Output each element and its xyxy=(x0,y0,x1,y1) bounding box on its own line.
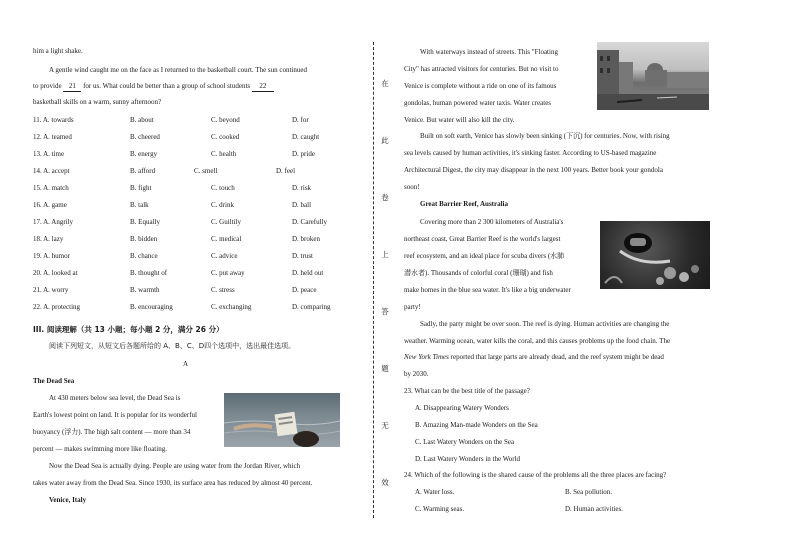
cloze-option-d[interactable]: D. pride xyxy=(292,150,315,158)
cloze-option-a[interactable]: 17. A. Angrily xyxy=(33,218,74,226)
paragraph-line: A gentle wind caught me on the face as I returned to the basketball court. The sun continued xyxy=(49,66,308,74)
cloze-option-c[interactable]: C. Guiltily xyxy=(211,218,241,226)
section-instruction: 阅读下列短文，从短文后各题所给的 A、B、C、D四个选项中，选出最佳选项。 xyxy=(49,342,296,350)
paragraph-line: sea levels caused by human activities, it's sinking faster. According to US-based magazine xyxy=(404,149,657,157)
cloze-option-c[interactable]: C. advice xyxy=(211,252,238,260)
dead-sea-photo xyxy=(224,393,340,447)
cloze-option-a[interactable]: 11. A. towards xyxy=(33,116,74,124)
cloze-option-d[interactable]: D. trust xyxy=(292,252,313,260)
paragraph-line: Built on soft earth, Venice has slowly been sinking (下沉) for centuries. Now, with rising xyxy=(420,132,670,140)
q24-option-d[interactable]: D. Human activities. xyxy=(565,505,623,513)
cloze-option-a[interactable]: 20. A. looked at xyxy=(33,269,78,277)
cloze-option-b[interactable]: B. bidden xyxy=(130,235,158,243)
paragraph-line: Architectural Digest, the city may disappear in the next 100 years. Better book your gondola xyxy=(404,166,663,174)
paragraph-line: percent — makes swimming more like floating. xyxy=(33,445,167,453)
paragraph-line: gondolas, human powered water taxis. Water creates xyxy=(404,99,552,107)
cloze-option-b[interactable]: B. energy xyxy=(130,150,158,158)
cloze-option-b[interactable]: B. encouraging xyxy=(130,303,173,311)
paragraph-line: by 2030. xyxy=(404,370,429,378)
cloze-option-b[interactable]: B. fight xyxy=(130,184,152,192)
paragraph-line: 潜水者). Thousands of colorful coral (珊瑚) and fish xyxy=(404,269,553,277)
seal-char: 此 xyxy=(381,136,389,145)
paragraph-line: reef ecosystem, and an ideal place for scuba divers (水肺 xyxy=(404,252,565,260)
cloze-option-d[interactable]: D. risk xyxy=(292,184,312,192)
blank-22[interactable]: 22 xyxy=(252,82,274,92)
paragraph-line: weather. Warming ocean, water kills the coral, and this causes problems up the food chain. The xyxy=(404,337,671,345)
cloze-option-a[interactable]: 18. A. lazy xyxy=(33,235,64,243)
paragraph-line: City" has attracted visitors for centuries. But no visit to xyxy=(404,65,559,73)
cloze-option-d[interactable]: D. Carefully xyxy=(292,218,327,226)
cloze-option-c[interactable]: C. smell xyxy=(194,167,218,175)
seal-char: 卷 xyxy=(381,193,389,202)
cloze-option-c[interactable]: C. health xyxy=(211,150,237,158)
binding-line xyxy=(373,42,374,518)
paragraph-line: make homes in the blue sea water. It's like a big underwater xyxy=(404,286,571,294)
cloze-option-d[interactable]: D. peace xyxy=(292,286,317,294)
cloze-option-d[interactable]: D. for xyxy=(292,116,309,124)
q23-option-d[interactable]: D. Last Watery Wonders in the World xyxy=(415,455,521,463)
section-title: III. 阅读理解（共 13 小题；每小题 2 分，满分 26 分） xyxy=(33,325,224,334)
venice-canal-image xyxy=(597,42,709,110)
scuba-diver-image xyxy=(600,221,710,289)
cloze-option-b[interactable]: B. talk xyxy=(130,201,149,209)
cloze-option-b[interactable]: B. thought of xyxy=(130,269,168,277)
paragraph-line: Sadly, the party might be over soon. The reef is dying. Human activities are changing the xyxy=(420,320,670,328)
seal-char: 题 xyxy=(381,364,389,373)
venice-title: Venice, Italy xyxy=(49,496,87,504)
paragraph-line: party! xyxy=(404,303,421,311)
paragraph-line: Venice is complete without a ride on one of its famous xyxy=(404,82,557,90)
paragraph-line: Earth's lowest point on land. It is popular for its wonderful xyxy=(33,411,197,419)
seal-char: 无 xyxy=(381,421,389,430)
paragraph-line-with-blanks: to provide 21 for us. What could be better than a group of school students 22 xyxy=(33,82,274,92)
cloze-option-a[interactable]: 21. A. worry xyxy=(33,286,69,294)
cloze-option-d[interactable]: D. ball xyxy=(292,201,312,209)
paragraph-line: Venice. But water will also kill the city. xyxy=(404,116,515,124)
question-24: 24. Which of the following is the shared cause of the problems all the three places are facing? xyxy=(404,471,667,479)
cloze-option-c[interactable]: C. drink xyxy=(211,201,234,209)
q23-option-a[interactable]: A. Disappearing Watery Wonders xyxy=(415,404,509,412)
paragraph-line: Now the Dead Sea is actually dying. People are using water from the Jordan River, which xyxy=(49,462,301,470)
seal-char: 在 xyxy=(381,79,389,88)
paragraph-line: buoyancy (浮力). The high salt content — more than 34 xyxy=(33,428,191,436)
seal-char: 效 xyxy=(381,478,389,487)
paragraph-line: soon! xyxy=(404,183,420,191)
q24-option-c[interactable]: C. Warming seas. xyxy=(415,505,465,513)
cloze-option-c[interactable]: C. medical xyxy=(211,235,242,243)
cloze-option-c[interactable]: C. beyond xyxy=(211,116,240,124)
cloze-option-a[interactable]: 13. A. time xyxy=(33,150,65,158)
cloze-option-d[interactable]: D. comparing xyxy=(292,303,331,311)
venice-photo xyxy=(597,42,709,110)
cloze-option-d[interactable]: D. held out xyxy=(292,269,324,277)
cloze-option-c[interactable]: C. exchanging xyxy=(211,303,252,311)
cloze-option-a[interactable]: 19. A. humor xyxy=(33,252,70,260)
cloze-option-b[interactable]: B. warmth xyxy=(130,286,160,294)
cloze-option-d[interactable]: D. broken xyxy=(292,235,320,243)
paragraph-line: With waterways instead of streets. This "Floating xyxy=(420,48,558,56)
cloze-option-b[interactable]: B. cheered xyxy=(130,133,160,141)
seal-char: 答 xyxy=(381,307,389,316)
cloze-option-a[interactable]: 12. A. teamed xyxy=(33,133,72,141)
fragment-line: him a light shake. xyxy=(33,47,83,55)
cloze-option-b[interactable]: B. about xyxy=(130,116,154,124)
passage-label: A xyxy=(183,360,189,368)
dead-sea-title: The Dead Sea xyxy=(33,377,75,385)
reef-photo xyxy=(600,221,710,289)
cloze-option-a[interactable]: 22. A. protecting xyxy=(33,303,81,311)
paragraph-line: New York Times reported that large parts are already dead, and the reef system might be dead xyxy=(404,353,664,361)
paragraph-line: northeast coast, Great Barrier Reef is the world's largest xyxy=(404,235,561,243)
cloze-option-d[interactable]: D. feel xyxy=(276,167,296,175)
q23-option-b[interactable]: B. Amazing Man-made Wonders on the Sea xyxy=(415,421,538,429)
cloze-option-b[interactable]: B. Equally xyxy=(130,218,160,226)
paragraph-line: At 430 meters below sea level, the Dead Sea is xyxy=(49,394,181,402)
cloze-option-b[interactable]: B. afford xyxy=(130,167,156,175)
floating-reader-image xyxy=(224,393,340,447)
q24-option-b[interactable]: B. Sea pollution. xyxy=(565,488,613,496)
seal-char: 上 xyxy=(381,250,389,259)
paragraph-line: takes water away from the Dead Sea. Since 1930, its surface area has reduced by almost 40 percent. xyxy=(33,479,313,487)
q23-option-c[interactable]: C. Last Watery Wonders on the Sea xyxy=(415,438,515,446)
cloze-option-a[interactable]: 15. A. match xyxy=(33,184,69,192)
cloze-option-c[interactable]: C. stress xyxy=(211,286,235,294)
cloze-option-c[interactable]: C. touch xyxy=(211,184,235,192)
reef-title: Great Barrier Reef, Australia xyxy=(420,200,508,208)
cloze-option-d[interactable]: D. caught xyxy=(292,133,320,141)
q24-option-a[interactable]: A. Water loss. xyxy=(415,488,455,496)
cloze-option-b[interactable]: B. chance xyxy=(130,252,158,260)
cloze-option-a[interactable]: 16. A. game xyxy=(33,201,67,209)
newspaper-name: New York Times xyxy=(404,353,449,361)
question-23: 23. What can be the best title of the passage? xyxy=(404,387,530,395)
paragraph-line: basketball skills on a warm, sunny afternoon? xyxy=(33,98,162,106)
cloze-option-a[interactable]: 14. A. accept xyxy=(33,167,70,175)
paragraph-line: Covering more than 2 300 kilometers of Australia's xyxy=(420,218,564,226)
blank-21[interactable]: 21 xyxy=(63,82,81,92)
cloze-option-c[interactable]: C. cooked xyxy=(211,133,240,141)
cloze-option-c[interactable]: C. put away xyxy=(211,269,245,277)
